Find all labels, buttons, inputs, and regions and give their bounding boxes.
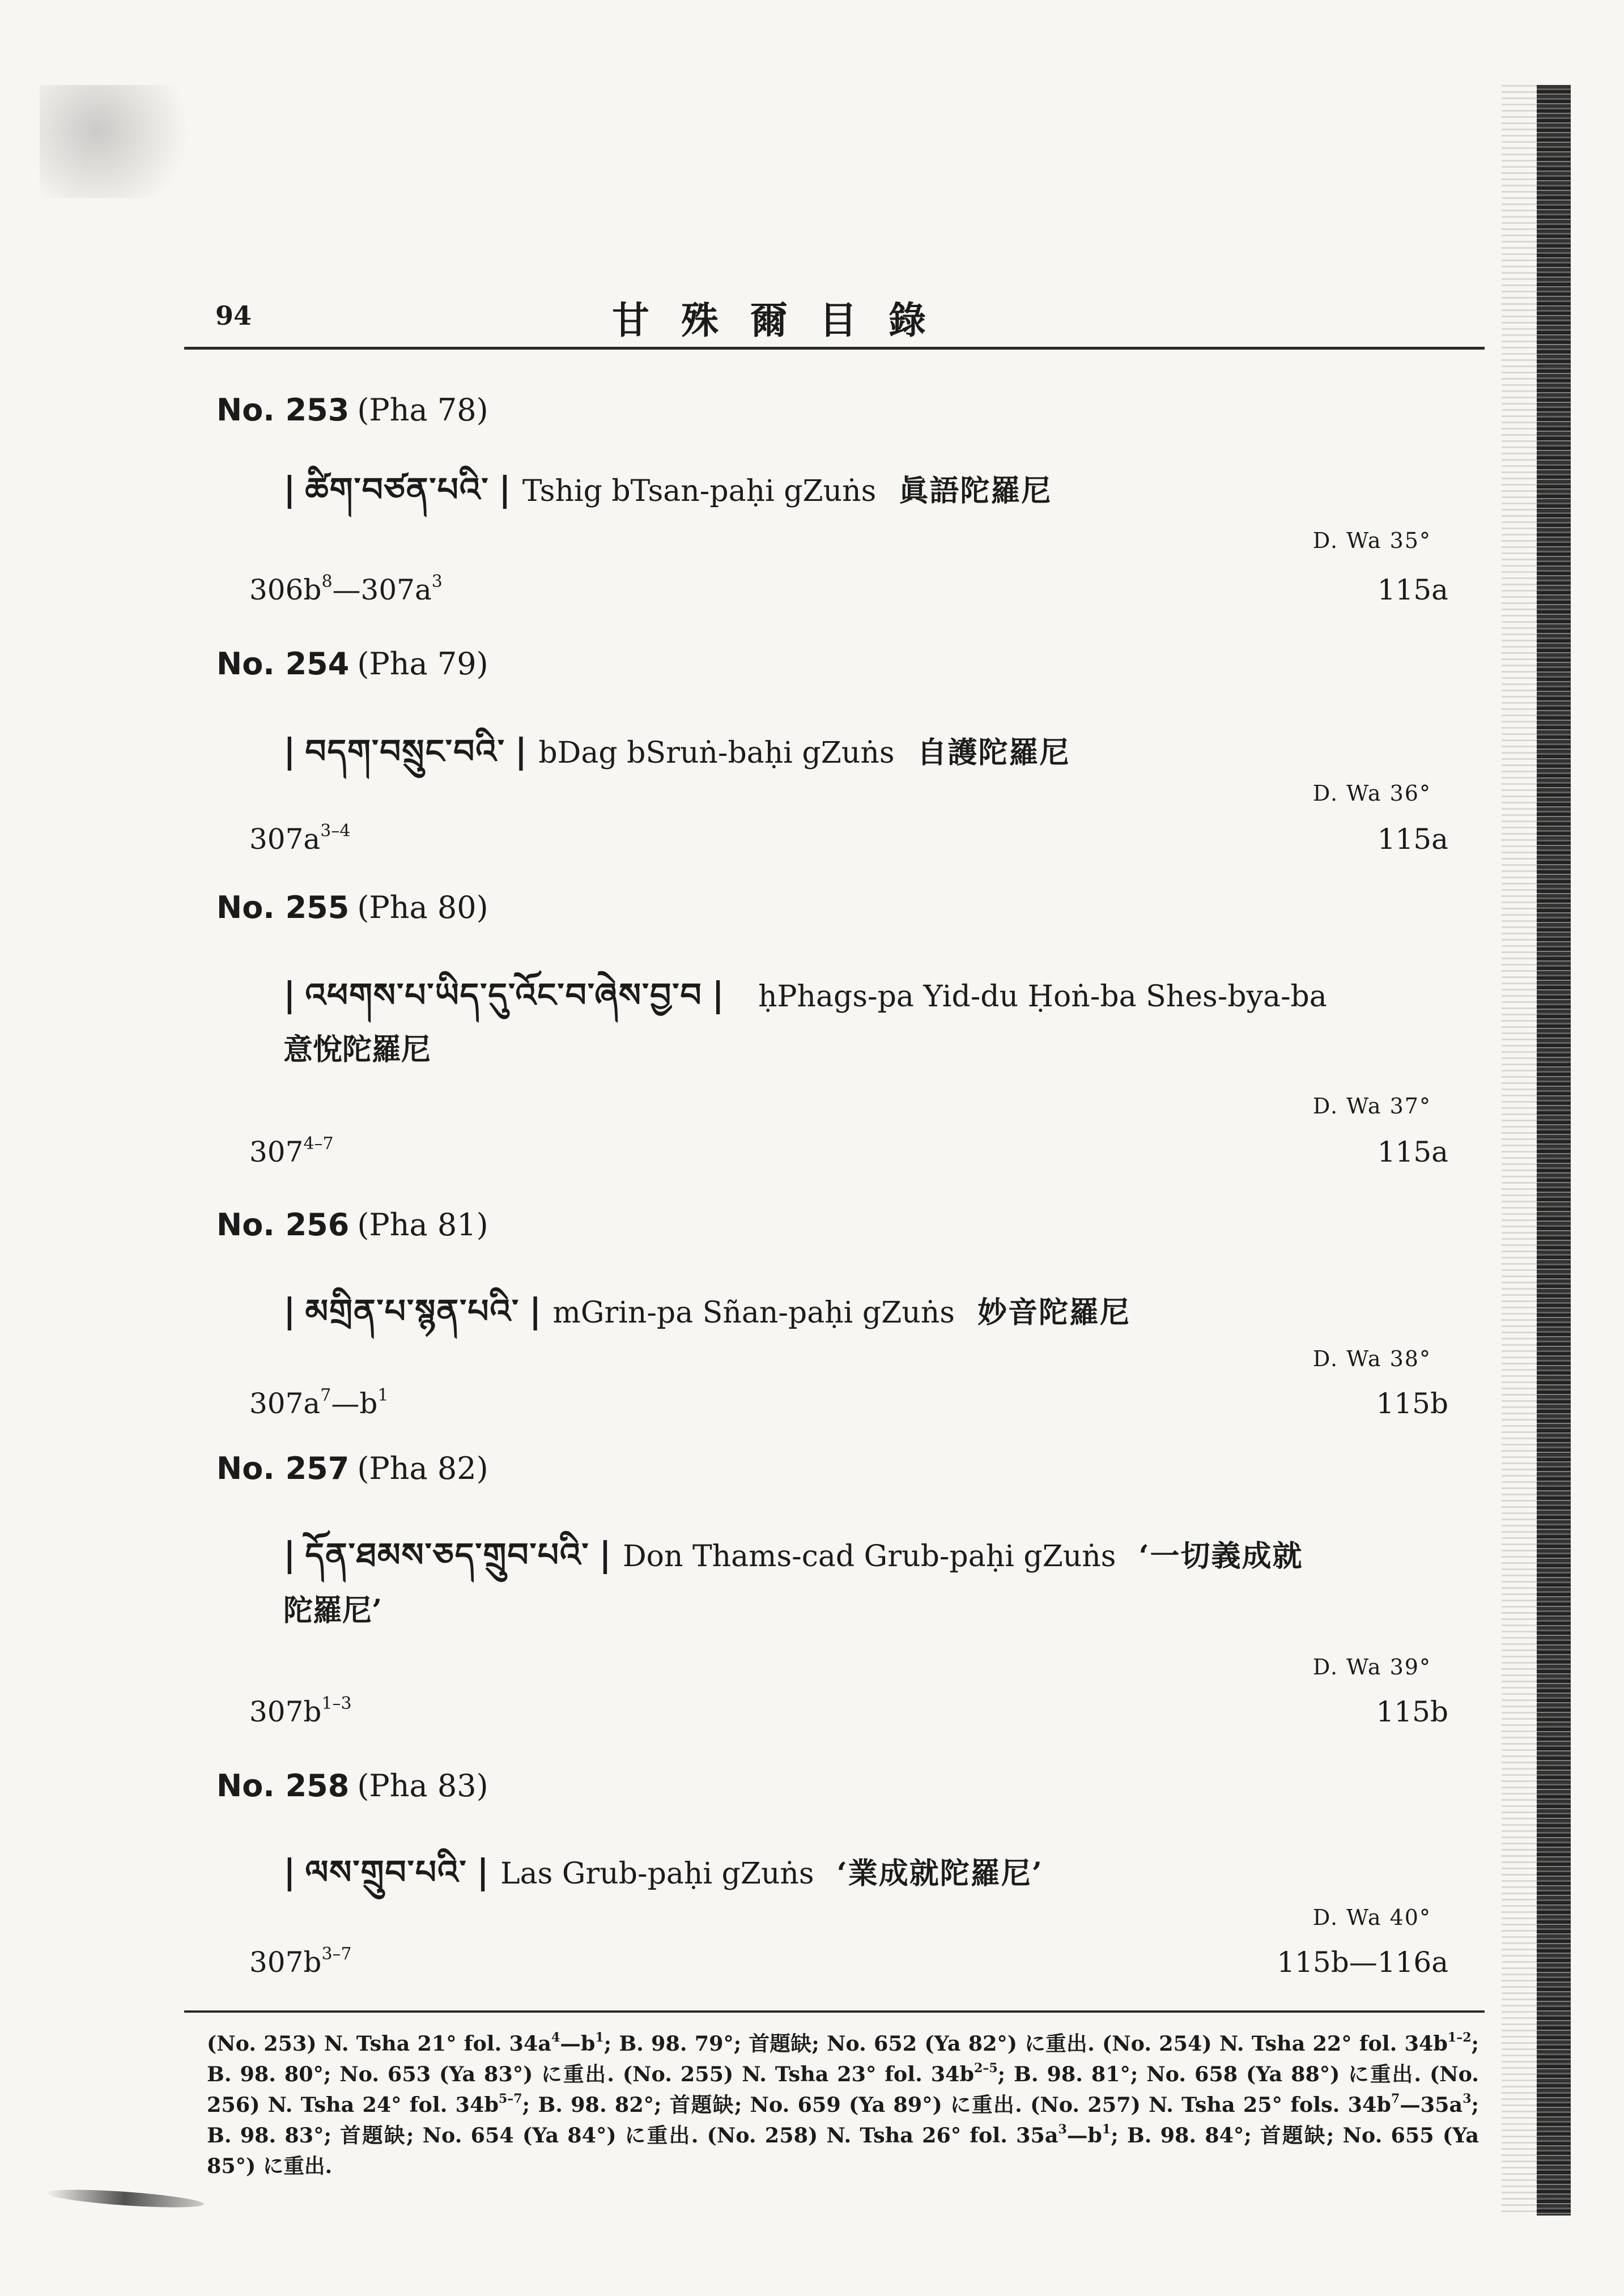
footnotes: (No. 253) N. Tsha 21° fol. $34a^4—b^1$; B. 98. 79°; 首題缺; No. 652 (Ya 82°) に重出. (No. 254) N. Tsha 22° fol. $34b^{1-2}$; B. 98. 80°; No. 653 (Ya 83°) に重出. (No. 255) N. Tsha 23° fol. $34b^{2-5}$; B. 98. 81°; No. 658 (Ya 88°) に重出. (No. 256) N. Tsha 24° fol. $34b^{5-7}$; B. 98. 82°; 首題缺; No. 659 (Ya 89°) に重出. (No. 257) N. Tsha 25° fols. $34b^7—35a^3$; B. 98. 83°; 首題缺; No. 654 (Ya 84°) に重出. (No. 258) N. Tsha 26° fol. $35a^3—b^1$; B. 98. 84°; 首題缺; No. 655 (Ya 85°) に重出.	[207, 2030, 1479, 2178]
entry-title-line: | མགྲིན་པ་སྙན་པའི་ | mGrin-pa Sñan-paḥi gZuṅs 妙音陀羅尼	[283, 1291, 1130, 1331]
derge-reference: D. Wa 39°	[1312, 1655, 1431, 1680]
binding-edge	[1537, 85, 1571, 2216]
folio-range: $307a^{3-4}$	[249, 821, 351, 856]
page-reference: 115b	[1376, 1387, 1448, 1420]
pha-reference: (Pha 81)	[357, 1207, 488, 1243]
entry-title-line: | བདག་བསྲུང་བའི་ | bDag bSruṅ-baḥi gZuṅs 自護陀羅尼	[283, 732, 1070, 771]
entry-number: No. 253 (Pha 78)	[216, 392, 488, 428]
folio-range: $307b^{3-7}$	[249, 1944, 352, 1979]
page-number: 94	[215, 300, 252, 331]
chinese-title: ‘一切義成就	[1138, 1539, 1303, 1574]
tibetan-title: འཕགས་པ་ཡིད་དུ་འོང་བ་ཞེས་བྱ་བ	[305, 976, 703, 1014]
folio-range: $307a^7—b^1$	[249, 1385, 389, 1420]
entry-number: No. 256 (Pha 81)	[216, 1207, 488, 1243]
derge-reference: D. Wa 37°	[1312, 1094, 1431, 1119]
romanized-title: bDag bSruṅ-baḥi gZuṅs	[538, 736, 895, 770]
entry-title-line: | དོན་ཐམས་ཅད་གྲུབ་པའི་ | Don Thams-cad Grub-paḥi gZuṅs ‘一切義成就	[283, 1535, 1303, 1575]
folio-range: $306b^8—307a^3$	[249, 572, 443, 606]
page-title: 甘殊爾目錄	[612, 298, 958, 342]
entry-title-line: | ལས་གྲུབ་པའི་ | Las Grub-paḥi gZuṅs ‘業成就陀羅尼’	[283, 1852, 1043, 1892]
tibetan-title: བདག་བསྲུང་བའི་	[305, 732, 506, 771]
pha-reference: (Pha 79)	[357, 646, 488, 682]
tibetan-title: དོན་ཐམས་ཅད་གྲུབ་པའི་	[305, 1536, 590, 1574]
scan-noise	[40, 85, 232, 198]
folio-range: 307$^{4-7}$	[249, 1134, 334, 1168]
folio-range: $307b^{1-3}$	[249, 1694, 352, 1728]
derge-reference: D. Wa 35°	[1312, 528, 1431, 553]
entry-title-line: | འཕགས་པ་ཡིད་དུ་འོང་བ་ཞེས་བྱ་བ | ḥPhags-pa Yid-du Ḥoṅ-ba Shes-bya-ba	[283, 975, 1327, 1015]
chinese-title: 妙音陀羅尼	[977, 1295, 1130, 1330]
chinese-title: 眞語陀羅尼	[899, 474, 1052, 508]
romanized-title: mGrin-pa Sñan-paḥi gZuṅs	[552, 1296, 955, 1330]
derge-reference: D. Wa 40°	[1312, 1905, 1431, 1930]
romanized-title: ḥPhags-pa Yid-du Ḥoṅ-ba Shes-bya-ba	[758, 980, 1327, 1014]
derge-reference: D. Wa 36°	[1312, 781, 1431, 806]
entry-title-line: | ཚིག་བཙན་པའི་ | Tshig bTsan-paḥi gZuṅs 眞語陀羅尼	[283, 470, 1052, 509]
pha-reference: (Pha 78)	[357, 392, 488, 428]
chinese-title-continued: 陀羅尼’	[283, 1593, 382, 1628]
derge-reference: D. Wa 38°	[1312, 1346, 1431, 1371]
pha-reference: (Pha 80)	[357, 890, 488, 925]
entry-number: No. 258 (Pha 83)	[216, 1768, 488, 1804]
romanized-title: Tshig bTsan-paḥi gZuṅs	[522, 474, 877, 508]
page-reference: 115a	[1377, 573, 1448, 606]
tibetan-title: མགྲིན་པ་སྙན་པའི་	[305, 1292, 520, 1330]
chinese-title: 意悅陀羅尼	[283, 1032, 431, 1067]
romanized-title: Don Thams-cad Grub-paḥi gZuṅs	[622, 1540, 1116, 1574]
page-reference: 115a	[1377, 1136, 1448, 1168]
entry-number: No. 257 (Pha 82)	[216, 1451, 488, 1486]
header-rule	[184, 347, 1485, 350]
pha-reference: (Pha 82)	[357, 1451, 488, 1486]
scan-blot	[45, 2186, 205, 2210]
binding-shadow	[1502, 85, 1541, 2216]
tibetan-title: ལས་གྲུབ་པའི་	[305, 1853, 467, 1891]
pha-reference: (Pha 83)	[357, 1768, 488, 1804]
entry-number: No. 255 (Pha 80)	[216, 890, 488, 925]
footnote-rule	[184, 2010, 1485, 2013]
chinese-title: 自護陀羅尼	[917, 735, 1070, 770]
page-reference: 115b	[1376, 1695, 1448, 1728]
romanized-title: Las Grub-paḥi gZuṅs	[500, 1857, 814, 1891]
chinese-title: ‘業成就陀羅尼’	[836, 1856, 1043, 1891]
tibetan-title: ཚིག་བཙན་པའི་	[305, 470, 490, 509]
page-reference: 115b—116a	[1277, 1946, 1448, 1979]
page-reference: 115a	[1377, 823, 1448, 856]
entry-number: No. 254 (Pha 79)	[216, 646, 488, 682]
